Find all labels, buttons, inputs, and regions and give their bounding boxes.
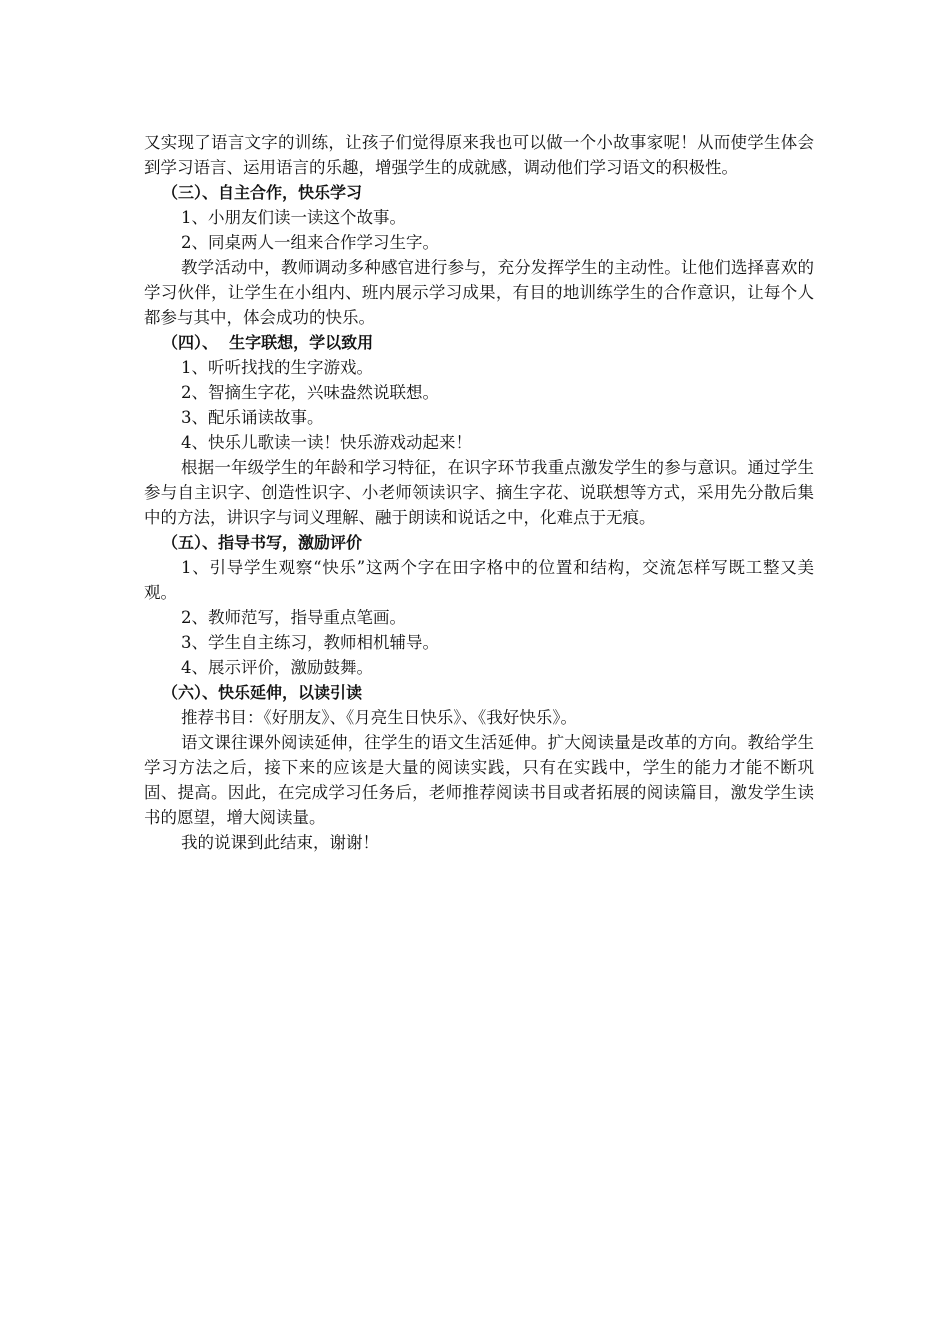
recommended-books: 推荐书目：《好朋友》、《月亮生日快乐》、《我好快乐》。 (181, 708, 577, 727)
list-item: 1、听听找找的生字游戏。 (181, 358, 373, 377)
list-item: 1、引导学生观察“快乐”这两个字在田字格中的位置和结构，交流怎样写既工整又美观。 (144, 558, 814, 602)
section-heading-3: （三）、自主合作，快乐学习 (162, 183, 363, 202)
closing-line: 我的说课到此结束，谢谢！ (181, 833, 379, 852)
section-heading-4: （四）、 生字联想，学以致用 (162, 333, 374, 352)
list-item: 3、学生自主练习，教师相机辅导。 (181, 633, 439, 652)
list-item: 2、智摘生字花，兴味盎然说联想。 (181, 383, 439, 402)
list-item: 3、配乐诵读故事。 (181, 408, 324, 427)
list-item: 4、展示评价，激励鼓舞。 (181, 658, 373, 677)
list-item: 1、小朋友们读一读这个故事。 (181, 208, 406, 227)
section-heading-6: （六）、快乐延伸，以读引读 (162, 683, 363, 702)
paragraph-intro: 又实现了语言文字的训练，让孩子们觉得原来我也可以做一个小故事家呢！从而使学生体会到学习语言、运用语言的乐趣，增强学生的成就感，调动他们学习语文的积极性。 (144, 133, 814, 177)
section-heading-5: （五）、指导书写，激励评价 (162, 533, 363, 552)
list-item: 2、同桌两人一组来合作学习生字。 (181, 233, 439, 252)
paragraph: 教学活动中，教师调动多种感官进行参与，充分发挥学生的主动性。让他们选择喜欢的学习伙伴，让学生在小组内、班内展示学习成果，有目的地训练学生的合作意识，让每个人都参与其中，体会成功的快乐。 (144, 258, 814, 327)
list-item: 2、教师范写，指导重点笔画。 (181, 608, 406, 627)
list-item: 4、快乐儿歌读一读！快乐游戏动起来！ (181, 433, 472, 452)
paragraph: 根据一年级学生的年龄和学习特征，在识字环节我重点激发学生的参与意识。通过学生参与自主识字、创造性识字、小老师领读识字、摘生字花、说联想等方式，采用先分散后集中的方法，讲识字与词义理解、融于朗读和说话之中，化难点于无痕。 (144, 458, 814, 527)
paragraph: 语文课往课外阅读延伸，往学生的语文生活延伸。扩大阅读量是改革的方向。教给学生学习方法之后，接下来的应该是大量的阅读实践，只有在实践中，学生的能力才能不断巩固、提高。因此，在完成学习任务后，老师推荐阅读书目或者拓展的阅读篇目，激发学生读书的愿望，增大阅读量。 (144, 733, 814, 827)
document-body (144, 130, 814, 855)
